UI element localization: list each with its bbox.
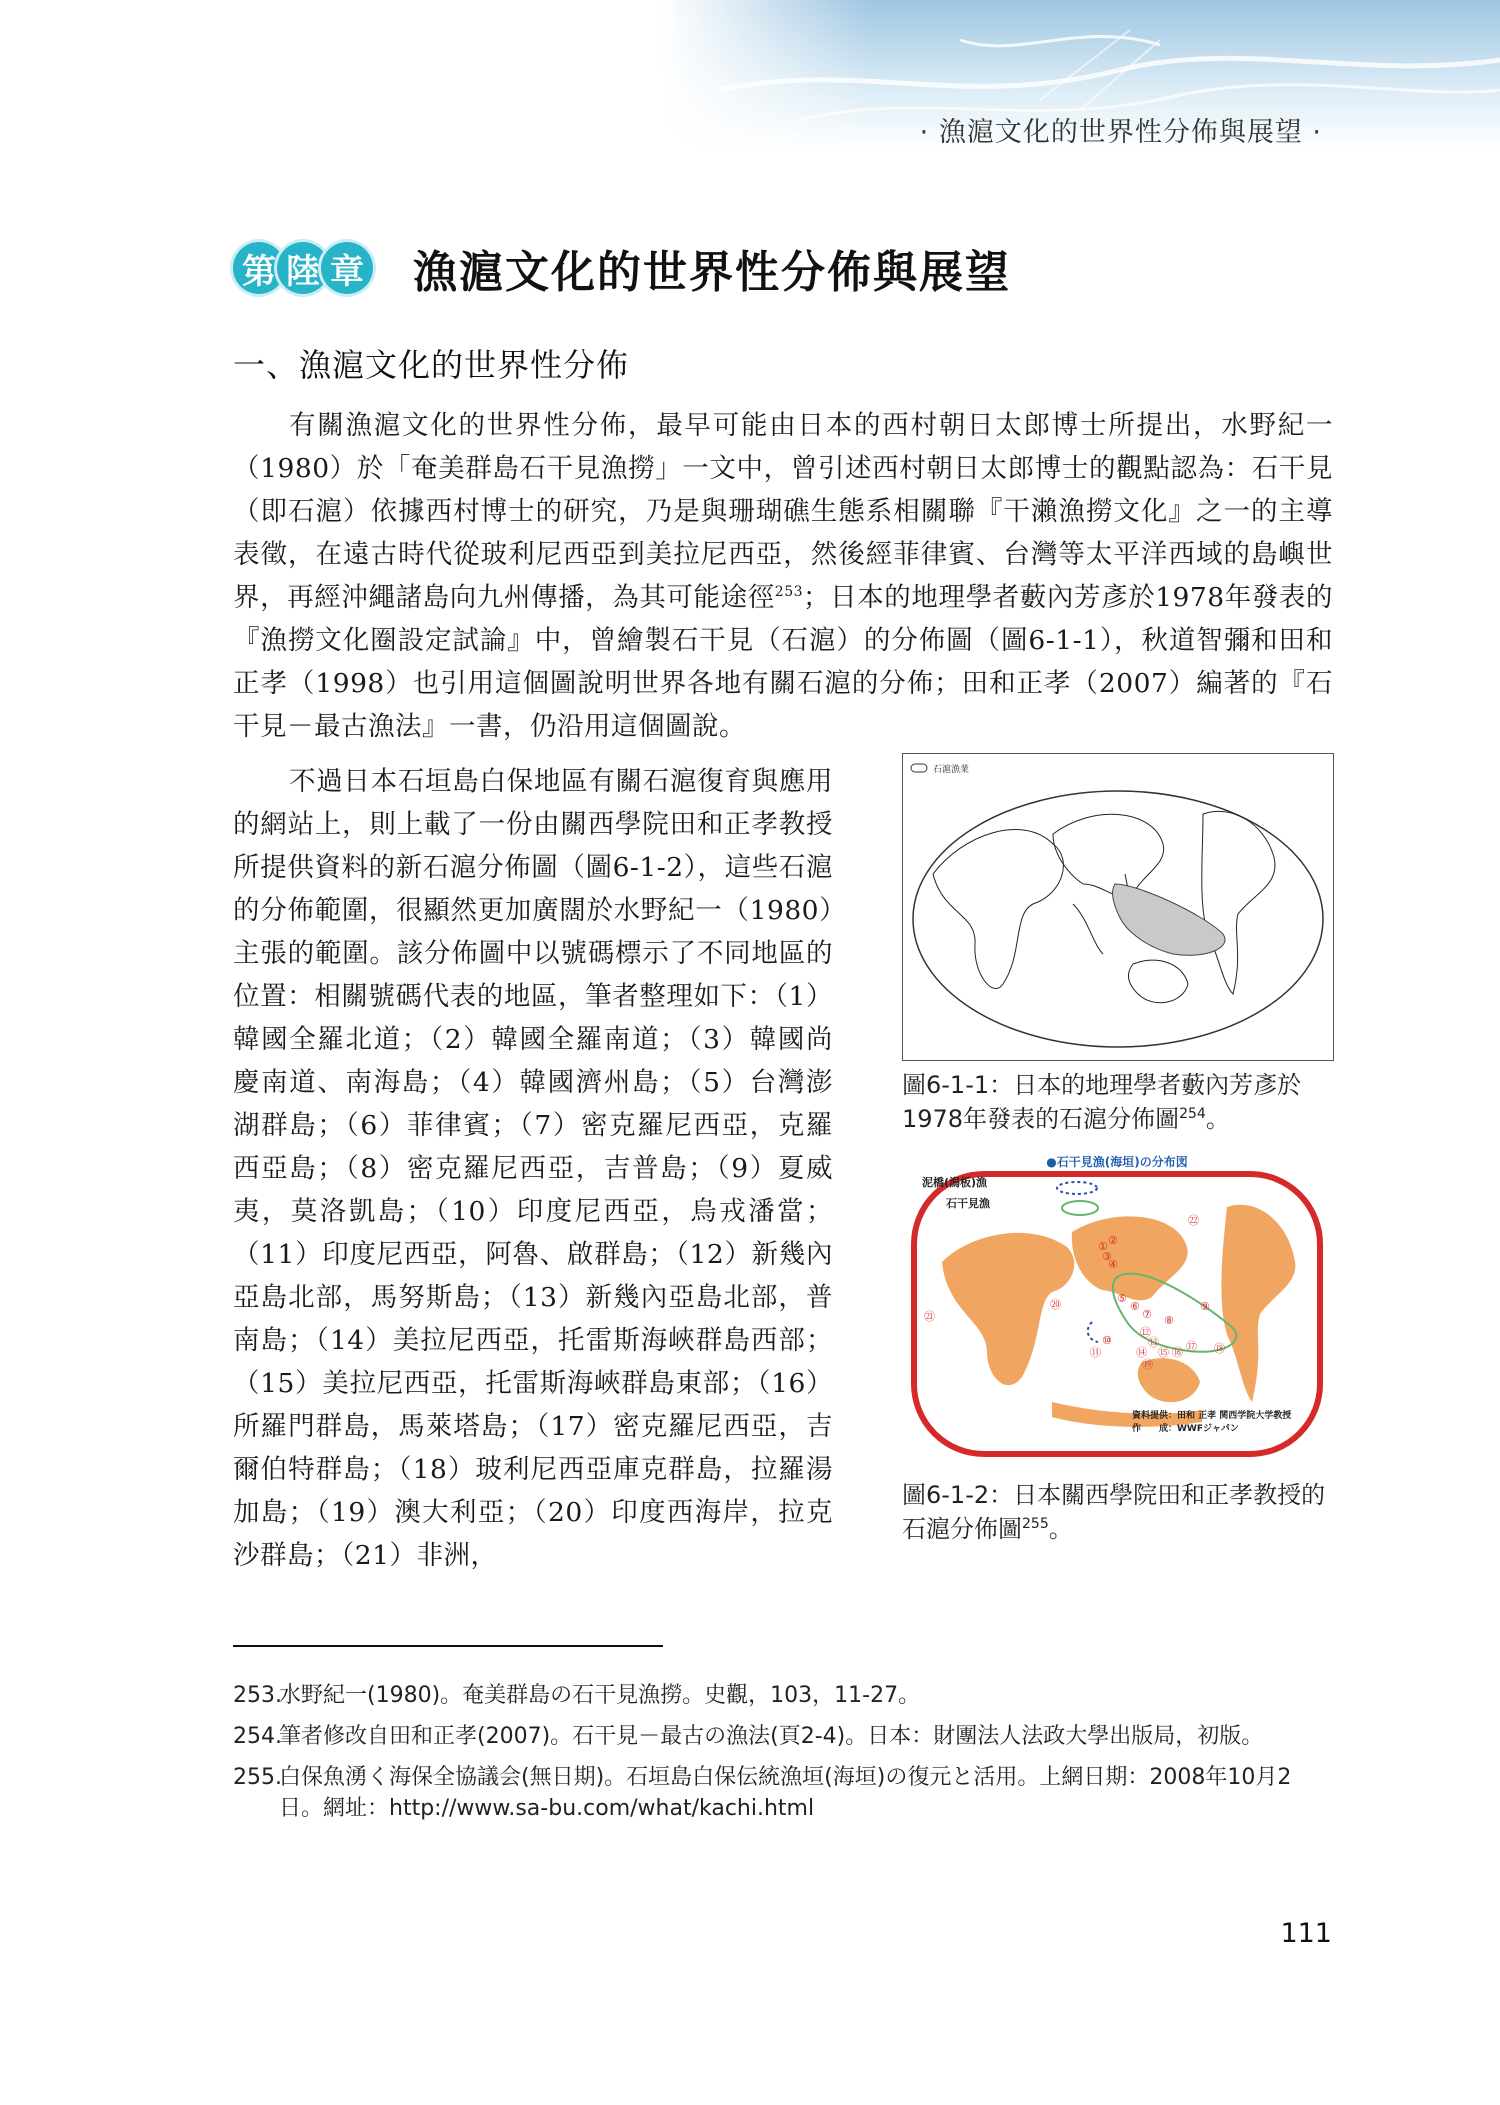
world-map-bw (903, 754, 1333, 1060)
site-marker: ② (1108, 1234, 1118, 1247)
footnote-number: 254. (233, 1724, 282, 1749)
footnote-text: 筆者修改自田和正孝(2007)。石干見－最古の漁法(頁2-4)。日本：財團法人法政大學出版局，初版。 (279, 1724, 1264, 1749)
site-marker: ㉒ (1188, 1214, 1199, 1227)
footnote-ref-253[interactable]: 253 (774, 584, 804, 601)
body-paragraph-1 (233, 404, 1333, 748)
world-map-color (902, 1152, 1332, 1462)
site-marker: ① (1098, 1240, 1108, 1253)
site-marker: ㉑ (924, 1310, 935, 1323)
footnote-number: 253. (233, 1683, 282, 1708)
footnote-divider (233, 1645, 663, 1647)
figure-6-1-2-caption (902, 1478, 1342, 1546)
footnote-text: 白保魚湧く海保全協議会(無日期)。石垣島白保伝統漁垣(海垣)の復元と活用。上網日期：2008年10月2日。網址：http://www.sa-bu.com/what/kachi.html (279, 1765, 1292, 1821)
map-credit: 作 成：WWFジャパン (1132, 1424, 1239, 1434)
running-head: · 漁滬文化的世界性分佈與展望 · (919, 117, 1322, 148)
chapter-badge (233, 242, 365, 294)
footnote-number: 255. (233, 1765, 282, 1790)
site-marker: ④ (1108, 1258, 1118, 1271)
footnotes (233, 1680, 1333, 1834)
site-marker: ⑧ (1164, 1314, 1174, 1327)
map-outline (913, 791, 1323, 1047)
chapter-badge-char: 第 (233, 242, 285, 294)
caption-text: 。 (1048, 1515, 1073, 1543)
site-marker: ⑲ (1142, 1358, 1153, 1371)
body-paragraph-2: 不過日本石垣島白保地區有關石滬復育與應用的網站上，則上載了一份由關西學院田和正孝教授所提供資料的新石滬分佈圖（圖6-1-2），這些石滬的分佈範圍，很顯然更加廣闊於水野紀一（1980）主張的範圍。該分佈圖中以號碼標示了不同地區的位置：相關號碼代表的地區，筆者整理如下：（1）韓國全羅北道；（2）韓國全羅南道；（3）韓國尚慶南道、南海島；（4）韓國濟州島；（5）台灣澎湖群島；（6）菲律賓；（7）密克羅尼西亞，克羅西亞島；（8）密克羅尼西亞，吉普島；（9）夏威夷，莫洛凱島；（10）印度尼西亞，烏戎潘當；（11）印度尼西亞，阿魯、啟群島；（12）新幾內亞島北部，馬努斯島；（13）新幾內亞島北部，普南島；（14）美拉尼西亞，托雷斯海峽群島西部；（15）美拉尼西亞，托雷斯海峽群島東部；（16）所羅門群島，馬萊塔島；（17）密克羅尼西亞，吉爾伯特群島；（18）玻利尼西亞庫克群島，拉羅湯加島；（19）澳大利亞；（20）印度西海岸，拉克沙群島；（21）非洲， (233, 766, 833, 1571)
chapter-badge-char: 章 (321, 242, 373, 294)
footnote (233, 1680, 1333, 1711)
site-marker: ⑭ (1136, 1346, 1147, 1359)
figure-6-1-1 (902, 753, 1334, 1061)
footnote-ref-254[interactable]: 254 (1179, 1106, 1206, 1122)
site-marker: ⑱ (1214, 1342, 1225, 1355)
caption-text: 圖6-1-1：日本的地理學者藪內芳彥於1978年發表的石滬分佈圖 (902, 1071, 1302, 1133)
figure-6-1-1-caption (902, 1068, 1342, 1136)
site-marker: ⑥ (1130, 1300, 1140, 1313)
site-marker: ⑬ (1148, 1336, 1159, 1349)
caption-text: 。 (1205, 1105, 1230, 1133)
paragraph-text: 有關漁滬文化的世界性分佈，最早可能由日本的西村朝日太郎博士所提出，水野紀一（1980）於「奄美群島石干見漁撈」一文中，曾引述西村朝日太郎博士的觀點認為：石干見（即石滬）依據西村博士的研究，乃是與珊瑚礁生態系相關聯『干瀨漁撈文化』之一的主導表徵，在遠古時代從玻利尼西亞到美拉尼西亞，然後經菲律賓、台灣等太平洋西域的島嶼世界，再經沖繩諸島向九州傳播，為其可能途徑 (233, 410, 1333, 613)
footnote-ref-255[interactable]: 255 (1022, 1516, 1049, 1532)
footnote (233, 1721, 1333, 1752)
chapter-heading (233, 236, 1011, 300)
label-mud-sled-fishing: 泥橋(潟板)漁 (922, 1176, 988, 1189)
paragraph-text: ；日本的地理學者藪內芳彥於1978年發表的『漁撈文化圈設定試論』中，曾繪製石干見（石滬）的分佈圖（圖6-1-1），秋道智彌和田和正孝（1998）也引用這個圖說明世界各地有關石滬的分佈；田和正孝（2007）編著的『石干見－最古漁法』一書，仍沿用這個圖說。 (233, 582, 1333, 742)
map-credit: 資料提供：田和 正孝 関西学院大学教授 (1132, 1411, 1292, 1421)
label-stone-weir-fishing: 石干見漁 (946, 1197, 990, 1210)
site-marker: ⑨ (1200, 1300, 1210, 1313)
legend-swatch (911, 764, 927, 772)
site-marker: ⑩ (1102, 1334, 1112, 1347)
section-title: 一、漁滬文化的世界性分佈 (233, 346, 630, 384)
chapter-badge-char: 陸 (277, 242, 329, 294)
site-marker: ⑦ (1142, 1308, 1152, 1321)
continents (933, 811, 1275, 1002)
figure-6-1-2 (902, 1152, 1332, 1462)
footnote-text: 水野紀一(1980)。奄美群島の石干見漁撈。史觀，103，11-27。 (279, 1683, 921, 1708)
chapter-title: 漁滬文化的世界性分佈與展望 (413, 247, 1011, 298)
site-marker: ⑰ (1186, 1340, 1197, 1353)
page-number: 111 (1280, 1918, 1332, 1949)
site-marker: ③ (1102, 1250, 1112, 1263)
site-marker: ⑯ (1172, 1346, 1183, 1359)
map-title: ●石干見漁(海垣)の分布図 (1046, 1155, 1188, 1169)
legend-label: 石滬漁業 (933, 765, 970, 775)
footnote (233, 1762, 1333, 1824)
caption-text: 圖6-1-2：日本關西學院田和正孝教授的石滬分佈圖 (902, 1481, 1326, 1543)
stone-weir-region (1113, 884, 1225, 955)
site-marker: ⑤ (1117, 1292, 1127, 1305)
site-marker: ⑮ (1158, 1346, 1169, 1359)
site-marker: ⑳ (1050, 1298, 1061, 1311)
site-marker: ⑫ (1140, 1326, 1151, 1339)
site-marker: ⑪ (1090, 1346, 1101, 1359)
